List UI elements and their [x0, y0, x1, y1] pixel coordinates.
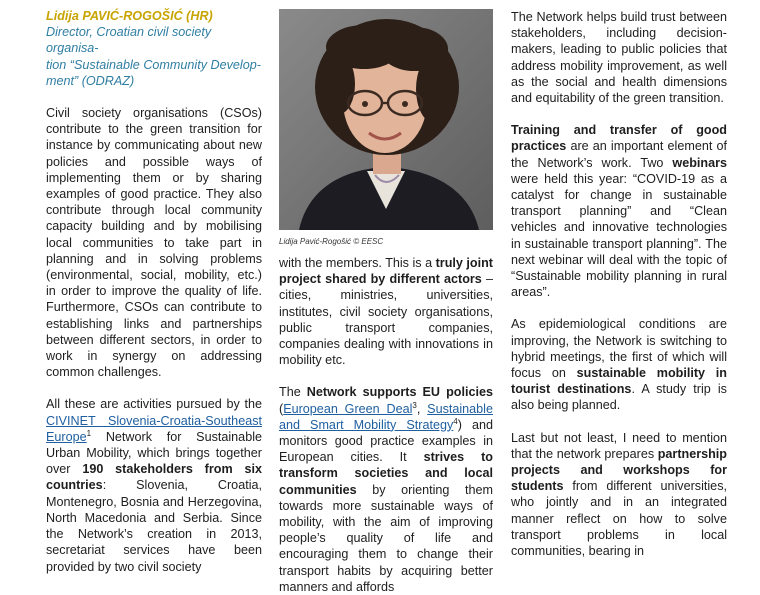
text-run: are an important element of the Network’s work. Two [511, 139, 727, 170]
author-photo [279, 9, 493, 230]
paragraph [279, 255, 493, 368]
paragraph [511, 430, 727, 560]
bold-text: 190 stakeholders from six countries [46, 462, 262, 493]
footnote-ref: 1 [86, 428, 92, 438]
paragraph [279, 384, 493, 595]
civinet-link[interactable]: CIVINET Slovenia-Croatia-Southeast Europe [46, 413, 262, 444]
footnote-ref: 4 [453, 416, 458, 426]
mobility-strategy-link[interactable]: Sustainable and Smart Mobility Strategy [279, 401, 493, 432]
bold-text: partnership projects and workshops for students [511, 446, 727, 494]
text-run: The [279, 385, 307, 400]
text-run: . A study trip is also being planned. [511, 382, 727, 413]
author-role-line-2: tion “Sustainable Community Develop- [46, 57, 261, 72]
text-run: by orienting them towards more sustainable ways of mobility, with the aim of improving people’s quality of life and encouraging them to change their transport habits by acquiring better manners and affords [279, 482, 493, 594]
portrait-image [279, 9, 493, 230]
author-role-line-3: ment” (ODRAZ) [46, 73, 135, 88]
footnote-ref: 3 [412, 400, 417, 410]
bold-text: Training and transfer of good practices [511, 123, 727, 154]
author-role [46, 24, 262, 89]
text-run: with the members. This is a [279, 256, 436, 270]
bold-text: sustainable mobility in tourist destinations [511, 366, 727, 397]
paragraph [511, 122, 727, 300]
text-run: ) and monitors good practice examples in European cities. It [279, 417, 493, 465]
paragraph [511, 316, 727, 413]
text-run: were held this year: “COVID-19 as a catalyst for change in sustainable transport planning” and “Clean vehicles and innovative technologies in sustainable transport planning”. The next webinar will deal with the topic of “Sustainable mobility planning in rural areas”. [511, 171, 727, 300]
column-3 [511, 9, 727, 559]
paragraph: The Network helps build trust between stakeholders, including decision-makers, leading to public policies that address mobility improvement, as well as the social and health dimensions and equitability of the green transition. [511, 10, 727, 106]
bold-text: truly joint project shared by different actors [279, 256, 493, 287]
author-name: Lidija PAVIĆ-ROGOŠIĆ (HR) [46, 9, 213, 23]
european-green-deal-link[interactable]: European Green Deal [283, 401, 413, 416]
column-1 [46, 0, 262, 575]
text-run: ( [279, 401, 284, 416]
text-run: : Slovenia, Croatia, Montenegro, Bosnia and Herzegovina, North Macedonia and Serbia. Since the Network’s creation in 2013, secretariat services have been provided by two civil society [46, 478, 262, 574]
text-run: from different universities, who jointly and in an integrated manner reflect on how to solve transport problems in local communities, bearing in [511, 479, 727, 559]
text-run: Last but not least, I need to mention that the network prepares [511, 430, 727, 461]
column-2 [279, 255, 493, 595]
text-run: – cities, ministries, universities, institutes, civil society organisations, public transport companies, companies dealing with innovations in mobility etc. [279, 272, 493, 368]
bold-text: strives to transform societies and local communities [279, 450, 493, 497]
text-run: As epidemiological conditions are improving, the Network is switching to hybrid meetings, the first of which will focus on [511, 317, 727, 381]
bold-text: Network supports EU policies [306, 385, 494, 400]
paragraph [46, 396, 262, 574]
author-role-line-1: Director, Croatian civil society organisa- [46, 25, 212, 56]
bold-text: webinars [672, 155, 727, 170]
text-run: Network for Sustainable Urban Mobility, which brings together over [46, 429, 262, 477]
photo-caption: Lidija Pavić-Rogošić © EESC [279, 237, 384, 246]
text-run: , [416, 401, 428, 416]
text-run: All these are activities pursued by the [46, 397, 262, 412]
paragraph: Civil society organisations (CSOs) contribute to the green transition for instance by communicating about new policies and possible ways of implementing them or by sharing examples of good practice. They also contribute through local community capacity building and by mobilising local communities to take part in planning and in solving problems (environmental, social, mobility, etc.) in order to improve the quality of life. Furthermore, CSOs can contribute to establishing links and partnerships between different sectors, in order to work in synergy on addressing common challenges. [46, 106, 262, 380]
